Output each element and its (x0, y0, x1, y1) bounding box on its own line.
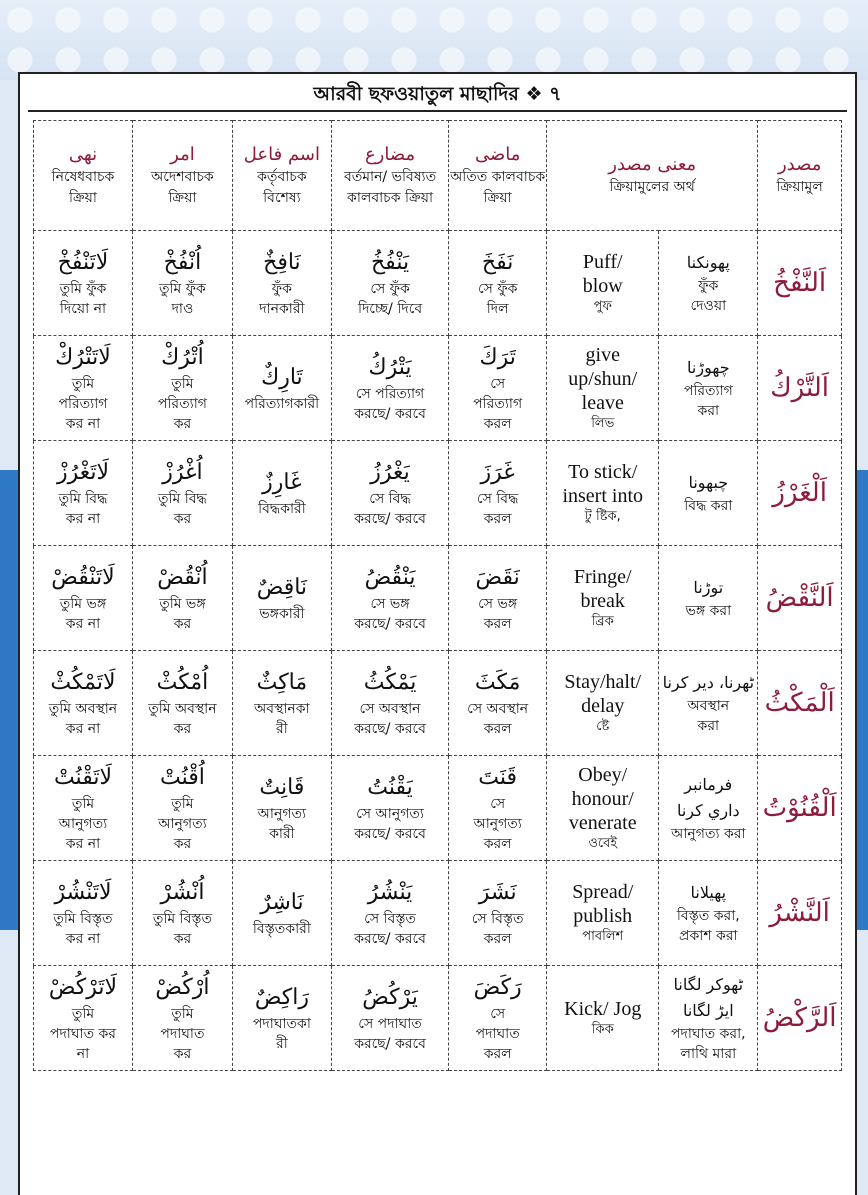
meaning-english: honour/ (571, 788, 634, 810)
cell-ism-fail (232, 756, 331, 861)
amr-bangla: তুমি ফুঁক (159, 281, 206, 297)
nahi-arabic: لَاتَنْفُخْ (57, 250, 109, 275)
meaning-english: delay (581, 695, 625, 717)
meaning-english: give (585, 344, 620, 366)
table-row (34, 546, 842, 651)
meaning-urdu: پھونکنا (686, 253, 730, 272)
nahi-bangla: কর না (65, 836, 101, 852)
cell-meaning-english (547, 231, 659, 336)
mudari-arabic: يَرْكُضُ (362, 985, 418, 1010)
amr-bangla: তুমি (171, 1006, 194, 1022)
cell-mudari (331, 861, 448, 966)
nahi-arabic: لَاتَتْرُكْ (55, 345, 111, 370)
page-title: আরবী ছফওয়াতুল মাছাদির ❖ ৭ (313, 83, 562, 105)
ism-fail-arabic: تَارِكٌ (261, 365, 303, 390)
masdar-arabic: اَلتَّرْكُ (770, 373, 830, 403)
amr-bangla: কর (173, 836, 192, 852)
meaning-bangla: ফুঁক (698, 278, 719, 294)
madi-arabic: نَفَخَ (481, 250, 514, 275)
meaning-bangla: করা (697, 403, 720, 419)
cell-nahi (34, 861, 133, 966)
mudari-bangla: সে বিস্তৃত (364, 911, 416, 927)
cell-masdar (758, 336, 842, 441)
meaning-english: To stick/ (568, 461, 638, 483)
ism-fail-bangla: ফুঁক (271, 281, 292, 297)
table-row (34, 756, 842, 861)
mudari-bangla: সে আনুগত্য (356, 806, 424, 822)
mudari-arabic: يَمْكُثُ (363, 670, 417, 695)
cell-amr (132, 861, 232, 966)
madi-bangla: করল (483, 616, 512, 632)
ism-fail-bangla: ভঙ্গকারী (259, 606, 305, 622)
cell-ism-fail (232, 231, 331, 336)
amr-bangla: কর (173, 931, 192, 947)
nahi-bangla: কর না (65, 721, 101, 737)
ism-fail-arabic: غَارِزٌ (262, 470, 302, 495)
nahi-bangla: তুমি (71, 376, 95, 392)
ism-fail-arabic: نَاشِرٌ (260, 890, 304, 915)
mudari-bangla: সে ভঙ্গ (370, 596, 410, 612)
cell-madi (449, 861, 547, 966)
meaning-urdu: ٹھرنا، دیر کرنا (662, 673, 755, 692)
meaning-english: ব্রিক (591, 614, 614, 629)
madi-bangla: করল (483, 416, 512, 432)
madi-arabic: رَكَضَ (473, 975, 522, 1000)
cell-mudari (331, 336, 448, 441)
nahi-bangla: তুমি (71, 1006, 95, 1022)
cell-masdar (758, 861, 842, 966)
cell-amr (132, 441, 232, 546)
cell-ism-fail (232, 861, 331, 966)
mudari-bangla: করছে/ করবে (354, 511, 426, 527)
madi-bangla: সে ফুঁক (477, 281, 518, 297)
amr-bangla: তুমি বিদ্ধ (158, 491, 207, 507)
mudari-bangla: করছে/ করবে (354, 721, 426, 737)
meaning-bangla: পরিত্যাগ (683, 383, 733, 399)
mudari-bangla: দিচ্ছে/ দিবে (357, 301, 423, 317)
mudari-bangla: করছে/ করবে (354, 1036, 426, 1052)
mudari-arabic: يَقْنُتُ (367, 775, 413, 800)
meaning-english: Stay/halt/ (564, 671, 642, 693)
nahi-bangla: না (76, 1046, 90, 1062)
meaning-english: ষ্টে (596, 719, 610, 734)
meaning-english: কিক (591, 1022, 614, 1037)
table-row (34, 651, 842, 756)
amr-bangla: তুমি ভঙ্গ (159, 596, 206, 612)
title-rule (28, 110, 847, 112)
madi-arabic: غَرَزَ (480, 460, 515, 485)
cell-madi (449, 966, 547, 1071)
cell-amr (132, 651, 232, 756)
header-ism-fail: اسم فاعل কর্তৃবাচক বিশেষ্য (232, 121, 331, 231)
meaning-urdu: ٹھوکر لگانا (673, 975, 744, 994)
masdar-arabic: اَلرَّكْضُ (762, 1003, 837, 1033)
mudari-arabic: يَنْفُخُ (370, 250, 410, 275)
mudari-bangla: সে বিদ্ধ (369, 491, 411, 507)
meaning-bangla: লাথি মারা (680, 1046, 737, 1062)
madi-arabic: تَرَكَ (479, 345, 516, 370)
madi-bangla: করল (483, 836, 512, 852)
meaning-english: ওবেই (588, 836, 618, 851)
cell-mudari (331, 651, 448, 756)
cell-madi (449, 441, 547, 546)
meaning-english: পাবলিশ (582, 929, 624, 944)
ism-fail-arabic: رَاكِضٌ (254, 985, 309, 1010)
cell-nahi (34, 546, 133, 651)
madi-bangla: সে বিস্তৃত (471, 911, 524, 927)
meaning-urdu: توڑنا (693, 578, 724, 597)
meaning-english: publish (573, 905, 633, 927)
madi-arabic: نَقَضَ (475, 565, 520, 590)
cell-meaning-english (547, 651, 659, 756)
madi-arabic: مَكَثَ (474, 670, 521, 695)
amr-bangla: দাও (171, 301, 194, 317)
cell-masdar (758, 441, 842, 546)
amr-arabic: اُمْكُثْ (156, 670, 209, 695)
cell-madi (449, 231, 547, 336)
cell-ism-fail (232, 546, 331, 651)
masdar-arabic: اَلْقُنُوْتُ (762, 793, 837, 823)
madi-bangla: সে (490, 1006, 506, 1022)
meaning-english: লিভ (591, 416, 615, 431)
nahi-arabic: لَاتَرْكُضْ (48, 975, 118, 1000)
mudari-bangla: করছে/ করবে (354, 826, 426, 842)
header-row (34, 121, 842, 231)
meaning-english: up/shun/ (568, 368, 638, 390)
madi-bangla: সে ভঙ্গ (478, 596, 518, 612)
mudari-bangla: করছে/ করবে (354, 616, 426, 632)
cell-meaning-urdu (659, 651, 758, 756)
ism-fail-bangla: রী (276, 721, 288, 737)
madi-bangla: করল (483, 1046, 512, 1062)
meaning-bangla: বিস্তৃত করা, (676, 908, 740, 924)
meaning-english: leave (581, 392, 624, 414)
amr-arabic: اُنْفُخْ (163, 250, 202, 275)
amr-bangla: কর (173, 416, 192, 432)
ism-fail-arabic: نَافِخٌ (263, 250, 301, 275)
nahi-bangla: তুমি (71, 796, 95, 812)
masdar-arabic: اَلنَّشْرُ (769, 898, 830, 928)
nahi-bangla: পরিত্যাগ (58, 396, 108, 412)
meaning-english: Spread/ (572, 881, 634, 903)
cell-nahi (34, 966, 133, 1071)
mudari-arabic: يَغْرُزُ (370, 460, 410, 485)
ism-fail-bangla: আনুগত্য (257, 806, 307, 822)
amr-bangla: আনুগত্য (158, 816, 207, 832)
cell-ism-fail (232, 441, 331, 546)
cell-meaning-urdu (659, 336, 758, 441)
masdar-arabic: اَلْغَرْزُ (772, 478, 827, 508)
table-row (34, 441, 842, 546)
cell-masdar (758, 546, 842, 651)
verb-table (33, 120, 842, 1071)
madi-bangla: করল (483, 931, 512, 947)
nahi-bangla: তুমি ফুঁক (59, 281, 107, 297)
mudari-bangla: করছে/ করবে (354, 931, 426, 947)
ism-fail-bangla: পদাঘাতকা (252, 1016, 311, 1032)
amr-arabic: اُغْرُزْ (162, 460, 203, 485)
header-masdar: مصدر ক্রিয়ামুল (758, 121, 842, 231)
meaning-urdu: داري كرنا (676, 801, 740, 820)
mudari-bangla: সে পদাঘাত (358, 1016, 422, 1032)
header-mana: معنى مصدر ক্রিয়ামুলের অর্থ (547, 121, 758, 231)
cell-meaning-urdu (659, 966, 758, 1071)
meaning-urdu: چھوڑنا (687, 358, 730, 377)
amr-bangla: তুমি (171, 376, 194, 392)
meaning-english: টু ষ্টিক, (584, 509, 621, 524)
meaning-urdu: چبھونا (688, 473, 729, 492)
meaning-urdu: ایڑ لگانا (682, 1001, 734, 1020)
masdar-arabic: اَلنَّفْخُ (773, 268, 827, 298)
meaning-english: Obey/ (578, 764, 628, 786)
cell-nahi (34, 231, 133, 336)
meaning-bangla: প্রকাশ করা (679, 928, 738, 944)
document-page (18, 72, 857, 1195)
madi-arabic: نَشَرَ (478, 880, 517, 905)
meaning-english: venerate (568, 812, 637, 834)
amr-bangla: তুমি অবস্থান (148, 701, 217, 717)
madi-arabic: قَنَتَ (478, 765, 518, 790)
cell-meaning-english (547, 336, 659, 441)
cell-mudari (331, 441, 448, 546)
table-row (34, 966, 842, 1071)
nahi-bangla: তুমি বিদ্ধ (58, 491, 108, 507)
mudari-arabic: يَتْرُكُ (368, 355, 412, 380)
ism-fail-bangla: রী (276, 1036, 288, 1052)
cell-meaning-english (547, 861, 659, 966)
ism-fail-bangla: পরিত্যাগকারী (244, 396, 320, 412)
madi-bangla: সে (490, 796, 506, 812)
table-row (34, 861, 842, 966)
cell-meaning-english (547, 756, 659, 861)
mudari-bangla: সে পরিত্যাগ (355, 386, 425, 402)
madi-bangla: আনুগত্য (473, 816, 522, 832)
cell-nahi (34, 441, 133, 546)
madi-bangla: সে অবস্থান (467, 701, 529, 717)
cell-meaning-urdu (659, 441, 758, 546)
cell-ism-fail (232, 966, 331, 1071)
cell-nahi (34, 756, 133, 861)
nahi-bangla: কর না (65, 931, 101, 947)
cell-ism-fail (232, 651, 331, 756)
ism-fail-arabic: مَاكِثٌ (256, 670, 308, 695)
amr-bangla: কর (173, 511, 192, 527)
ism-fail-bangla: দানকারী (259, 301, 305, 317)
cell-madi (449, 651, 547, 756)
cell-amr (132, 336, 232, 441)
cell-masdar (758, 966, 842, 1071)
nahi-arabic: لَاتَنْقُضْ (51, 565, 115, 590)
cell-meaning-urdu (659, 546, 758, 651)
amr-arabic: اُنْشُرْ (160, 880, 205, 905)
meaning-bangla: পদাঘাত করা, (671, 1026, 746, 1042)
nahi-arabic: لَاتَمْكُثْ (50, 670, 116, 695)
amr-bangla: কর (173, 721, 192, 737)
mudari-arabic: يَنْشُرُ (367, 880, 413, 905)
meaning-english: Kick/ Jog (564, 998, 642, 1020)
cell-amr (132, 231, 232, 336)
cell-meaning-urdu (659, 861, 758, 966)
nahi-bangla: কর না (65, 511, 101, 527)
cell-meaning-english (547, 546, 659, 651)
cell-nahi (34, 336, 133, 441)
masdar-arabic: اَلْمَكْثُ (764, 688, 835, 718)
ism-fail-arabic: قَانِتٌ (259, 775, 305, 800)
amr-arabic: اُنْقُضْ (157, 565, 208, 590)
meaning-bangla: অবস্থান (687, 698, 730, 714)
ism-fail-bangla: বিদ্ধকারী (258, 501, 306, 517)
nahi-bangla: কর না (65, 616, 101, 632)
cell-meaning-urdu (659, 231, 758, 336)
madi-bangla: পদাঘাত (475, 1026, 520, 1042)
meaning-english: Fringe/ (573, 566, 632, 588)
cell-meaning-urdu (659, 756, 758, 861)
madi-bangla: করল (483, 721, 512, 737)
cell-masdar (758, 756, 842, 861)
cell-mudari (331, 546, 448, 651)
nahi-bangla: তুমি অবস্থান (48, 701, 118, 717)
amr-bangla: কর (173, 1046, 192, 1062)
cell-meaning-english (547, 966, 659, 1071)
meaning-english: insert into (562, 485, 643, 507)
ism-fail-bangla: কারী (269, 826, 295, 842)
ism-fail-bangla: বিস্তৃতকারী (252, 921, 311, 937)
table-row (34, 336, 842, 441)
amr-bangla: পদাঘাত (160, 1026, 205, 1042)
madi-bangla: সে বিদ্ধ (476, 491, 519, 507)
cell-mudari (331, 756, 448, 861)
cell-madi (449, 756, 547, 861)
cell-ism-fail (232, 336, 331, 441)
ism-fail-arabic: نَاقِضٌ (256, 575, 308, 600)
nahi-bangla: তুমি বিস্তৃত (53, 911, 113, 927)
cell-meaning-english (547, 441, 659, 546)
meaning-bangla: বিদ্ধ করা (684, 498, 733, 514)
meaning-bangla: করা (697, 718, 720, 734)
nahi-arabic: لَاتَقْنُتْ (53, 765, 112, 790)
meaning-english: blow (582, 275, 623, 297)
madi-bangla: সে (490, 376, 506, 392)
cell-masdar (758, 651, 842, 756)
cell-madi (449, 336, 547, 441)
decorative-pattern (0, 0, 868, 80)
cell-amr (132, 546, 232, 651)
mudari-bangla: সে অবস্থান (359, 701, 421, 717)
cell-amr (132, 966, 232, 1071)
nahi-bangla: তুমি ভঙ্গ (59, 596, 107, 612)
amr-arabic: اُتْرُكْ (161, 345, 204, 370)
nahi-bangla: দিয়ো না (59, 301, 107, 317)
meaning-bangla: দেওয়া (690, 298, 727, 314)
masdar-arabic: اَلنَّقْضُ (765, 583, 834, 613)
header-madi: ماضى অতিত কালবাচক ক্রিয়া (449, 121, 547, 231)
meaning-english: পুফ (593, 299, 612, 314)
ism-fail-bangla: অবস্থানকা (254, 701, 310, 717)
cell-madi (449, 546, 547, 651)
nahi-bangla: আনুগত্য (58, 816, 108, 832)
nahi-bangla: কর না (65, 416, 101, 432)
amr-arabic: اُرْكُضْ (155, 975, 210, 1000)
meaning-bangla: আনুগত্য করা (671, 826, 746, 842)
amr-bangla: তুমি (171, 796, 194, 812)
meaning-english: Puff/ (582, 251, 623, 273)
mudari-arabic: يَنْقُضُ (364, 565, 416, 590)
madi-bangla: দিল (486, 301, 509, 317)
meaning-english: break (580, 590, 625, 612)
meaning-urdu: فرمانبر (684, 775, 733, 794)
meaning-bangla: ভঙ্গ করা (685, 603, 732, 619)
cell-nahi (34, 651, 133, 756)
mudari-bangla: করছে/ করবে (354, 406, 426, 422)
header-nahi: نهى নিষেধবাচক ক্রিয়া (34, 121, 133, 231)
nahi-arabic: لَاتَغْرُزْ (56, 460, 109, 485)
cell-mudari (331, 966, 448, 1071)
cell-amr (132, 756, 232, 861)
cell-mudari (331, 231, 448, 336)
mudari-bangla: সে ফুঁক (370, 281, 410, 297)
amr-bangla: কর (173, 616, 192, 632)
nahi-arabic: لَاتَنْشُرْ (54, 880, 112, 905)
cell-masdar (758, 231, 842, 336)
header-amr: امر অদেশবাচক ক্রিয়া (132, 121, 232, 231)
madi-bangla: করল (483, 511, 512, 527)
table-row (34, 231, 842, 336)
amr-arabic: اُقْنُتْ (160, 765, 205, 790)
meaning-urdu: پھیلانا (690, 883, 727, 902)
header-mudari: مضارع বর্তমান/ ভবিষ্যত কালবাচক ক্রিয়া (331, 121, 448, 231)
amr-bangla: পরিত্যাগ (157, 396, 207, 412)
amr-bangla: তুমি বিস্তৃত (152, 911, 212, 927)
madi-bangla: পরিত্যাগ (473, 396, 523, 412)
nahi-bangla: পদাঘাত কর (49, 1026, 117, 1042)
